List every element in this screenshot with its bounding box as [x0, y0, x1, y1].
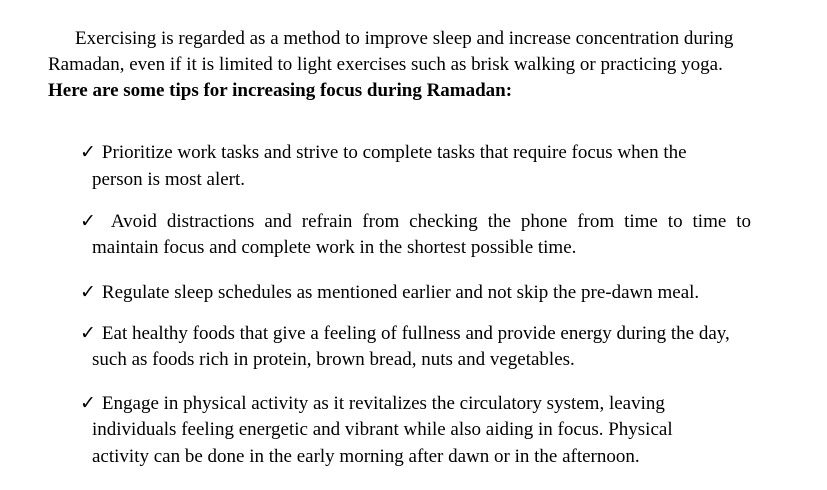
tip-1-line-2: person is most alert. [92, 169, 246, 190]
tip-3-line-1 [80, 282, 699, 304]
tip-text: Regulate sleep schedules as mentioned earlier and not skip the pre-dawn meal. [101, 282, 700, 303]
checkmark-icon: ✓ [80, 142, 96, 163]
tip-text: Engage in physical activity as it revitalizes the circulatory system, leaving [101, 393, 665, 414]
tips-heading: Here are some tips for increasing focus during Ramadan: [48, 80, 513, 101]
checkmark-icon: ✓ [80, 393, 96, 414]
tip-text: Prioritize work tasks and strive to complete tasks that require focus when the [101, 142, 687, 163]
tip-2-line-2: maintain focus and complete work in the shortest possible time. [92, 237, 577, 258]
tip-text: Avoid distractions and refrain from checking the phone from time to time to [110, 211, 751, 232]
tip-5-line-3: activity can be done in the early morning after dawn or in the afternoon. [92, 446, 640, 467]
checkmark-icon: ✓ [80, 323, 96, 344]
tip-4-line-2: such as foods rich in protein, brown bread, nuts and vegetables. [92, 349, 575, 370]
intro-line-2: Ramadan, even if it is limited to light exercises such as brisk walking or practicing yoga. [48, 54, 723, 75]
tip-4-line-1 [80, 323, 730, 345]
tip-5-line-1 [80, 393, 665, 415]
tip-5-line-2: individuals feeling energetic and vibrant while also aiding in focus. Physical [92, 419, 673, 440]
tip-1-line-1 [80, 142, 687, 164]
intro-line-1: Exercising is regarded as a method to improve sleep and increase concentration during [75, 28, 734, 49]
checkmark-icon: ✓ [80, 211, 96, 232]
checkmark-icon: ✓ [80, 282, 96, 303]
tip-2-line-1 [80, 211, 751, 233]
tip-text: Eat healthy foods that give a feeling of fullness and provide energy during the day, [101, 323, 730, 344]
